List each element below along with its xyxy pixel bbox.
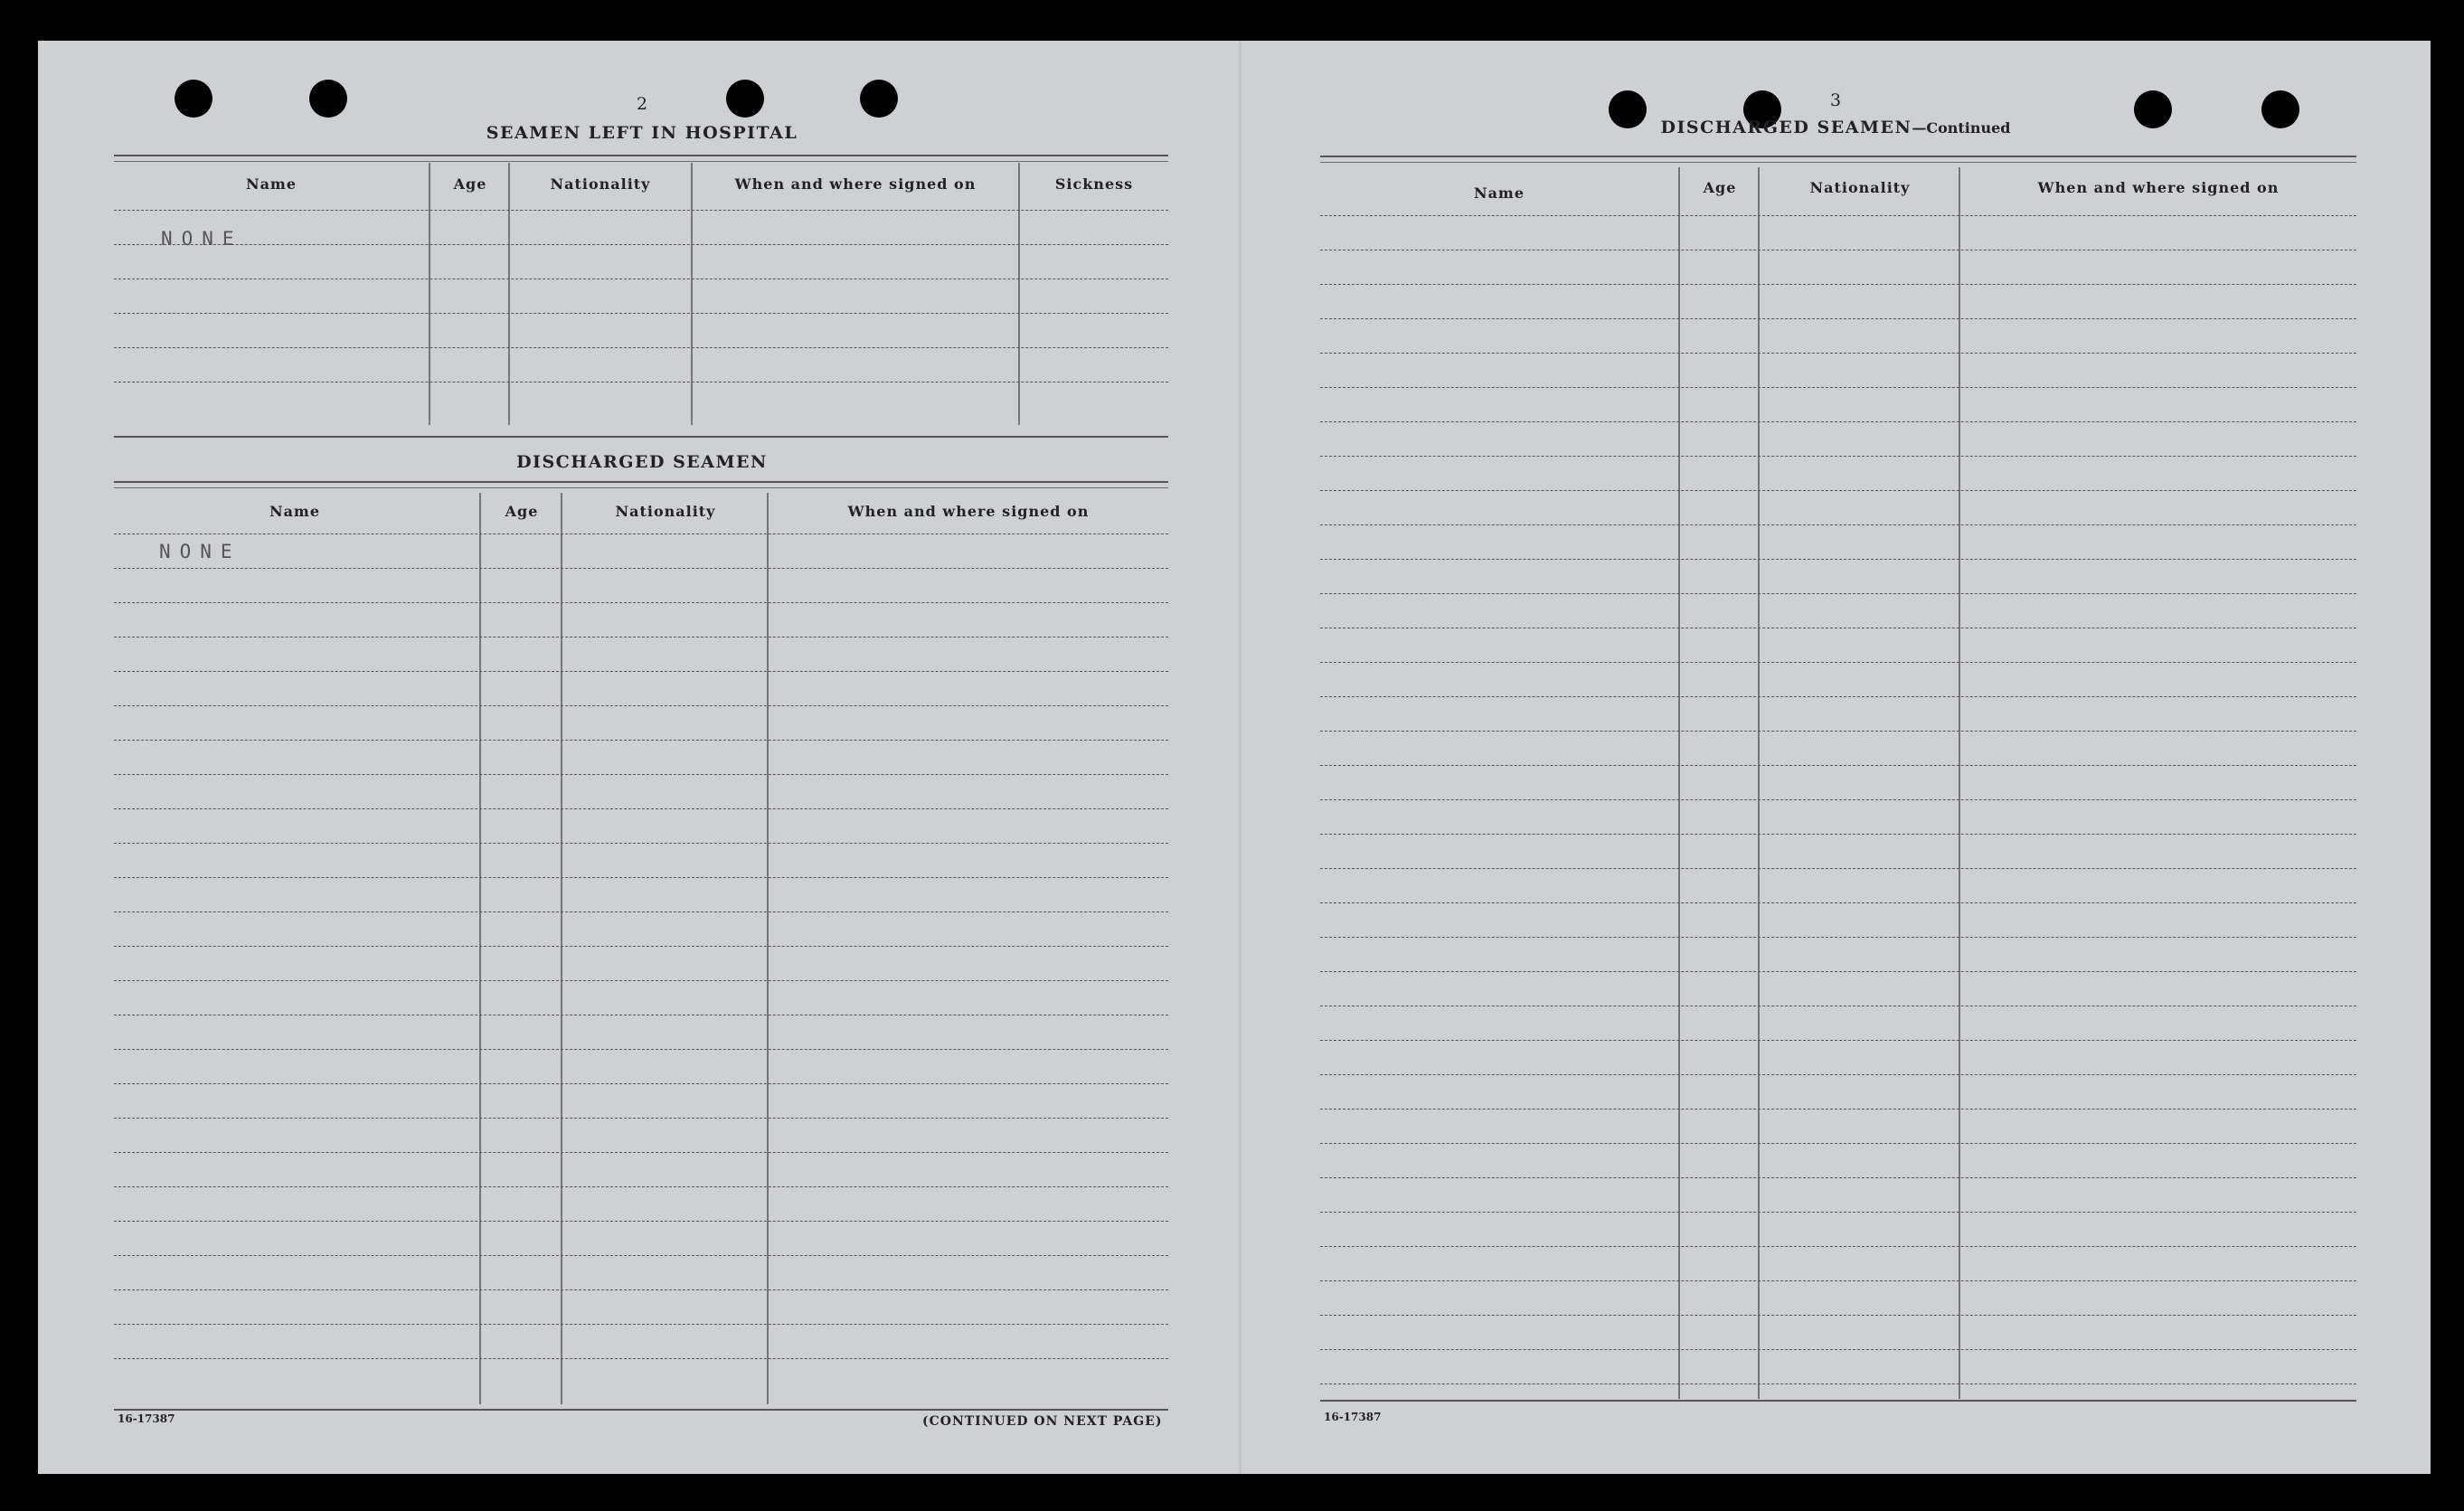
ruled-line <box>1320 524 2356 525</box>
col-head-age: Age <box>505 503 539 520</box>
ruled-line <box>1320 1040 2356 1041</box>
ruled-line <box>114 602 1168 603</box>
ruled-line <box>1320 765 2356 766</box>
col-divider <box>767 493 769 1404</box>
col-head-name: Name <box>1473 184 1525 202</box>
ruled-line <box>114 210 1168 211</box>
hospital-entry: NONE <box>161 228 243 250</box>
form-number-left: 16-17387 <box>118 1412 175 1425</box>
page-number-left: 2 <box>636 94 648 114</box>
col-head-age: Age <box>453 175 487 193</box>
punch-hole <box>2134 90 2172 128</box>
ruled-line <box>1320 834 2356 835</box>
punch-hole <box>726 80 764 118</box>
col-divider <box>479 493 481 1404</box>
ruled-line <box>1320 662 2356 663</box>
ruled-line <box>1320 593 2356 594</box>
col-divider <box>429 163 430 425</box>
ruled-line <box>114 1289 1168 1290</box>
ruled-line <box>1320 731 2356 732</box>
ruled-line <box>114 671 1168 672</box>
ruled-line <box>1320 284 2356 285</box>
ruled-line <box>1320 799 2356 800</box>
col-head-name: Name <box>245 175 297 193</box>
ruled-line <box>114 946 1168 947</box>
ruled-line <box>114 1186 1168 1187</box>
ruled-line <box>1320 353 2356 354</box>
col-head-nationality: Nationality <box>550 175 651 193</box>
form-sheet <box>38 41 2431 1474</box>
rule <box>1320 156 2356 157</box>
ruled-line <box>114 347 1168 348</box>
ruled-line <box>1320 490 2356 491</box>
rule <box>1320 162 2356 163</box>
punch-hole <box>860 80 898 118</box>
discharged-section-title: DISCHARGED SEAMEN <box>516 452 768 472</box>
title-suffix: —Continued <box>1912 119 2011 137</box>
ruled-line <box>114 244 1168 245</box>
ruled-line <box>1320 1109 2356 1110</box>
ruled-line <box>114 843 1168 844</box>
col-divider <box>691 163 693 425</box>
col-divider <box>508 163 510 425</box>
ruled-line <box>1320 559 2356 560</box>
col-divider <box>561 493 562 1404</box>
col-head-name: Name <box>269 503 321 520</box>
rule <box>114 487 1168 488</box>
ruled-line <box>1320 1212 2356 1213</box>
ruled-line <box>114 911 1168 912</box>
col-divider <box>1018 163 1020 425</box>
ruled-line <box>1320 937 2356 938</box>
ruled-line <box>1320 1143 2356 1144</box>
ruled-line <box>114 1221 1168 1222</box>
col-head-sickness: Sickness <box>1054 175 1134 193</box>
ruled-line <box>1320 387 2356 388</box>
rule <box>114 481 1168 483</box>
ruled-line <box>1320 1315 2356 1316</box>
hospital-section-title: SEAMEN LEFT IN HOSPITAL <box>486 123 798 143</box>
discharged-entry: NONE <box>159 541 241 562</box>
ruled-line <box>114 740 1168 741</box>
ruled-line <box>1320 696 2356 697</box>
ruled-line <box>1320 1280 2356 1281</box>
ruled-line <box>1320 318 2356 319</box>
ruled-line <box>114 705 1168 706</box>
ruled-line <box>1320 902 2356 903</box>
title-main: DISCHARGED SEAMEN <box>1660 118 1912 137</box>
rule <box>114 1409 1168 1411</box>
ruled-line <box>1320 1177 2356 1178</box>
ruled-line <box>114 568 1168 569</box>
ruled-line <box>114 808 1168 809</box>
ruled-line <box>114 1049 1168 1050</box>
col-head-age: Age <box>1703 179 1737 196</box>
ruled-line <box>1320 456 2356 457</box>
ruled-line <box>1320 1349 2356 1350</box>
rule <box>1320 1400 2356 1402</box>
continued-note: (CONTINUED ON NEXT PAGE) <box>922 1414 1163 1429</box>
ruled-line <box>1320 868 2356 869</box>
col-head-signed-on: When and where signed on <box>734 175 977 193</box>
punch-hole <box>309 80 347 118</box>
ruled-line <box>114 1358 1168 1359</box>
punch-hole <box>2261 90 2299 128</box>
page-fold <box>1239 41 1241 1474</box>
ruled-line <box>1320 971 2356 972</box>
col-head-nationality: Nationality <box>1809 179 1911 196</box>
rule <box>114 161 1168 162</box>
rule <box>114 436 1168 438</box>
ruled-line <box>114 1083 1168 1084</box>
col-head-nationality: Nationality <box>615 503 716 520</box>
form-number-right: 16-17387 <box>1324 1411 1382 1423</box>
ruled-line <box>114 877 1168 878</box>
ruled-line <box>114 980 1168 981</box>
ruled-line <box>114 1255 1168 1256</box>
ruled-line <box>1320 1246 2356 1247</box>
ruled-line <box>114 1324 1168 1325</box>
ruled-line <box>1320 215 2356 216</box>
col-head-signed-on: When and where signed on <box>847 503 1090 520</box>
punch-hole <box>175 80 212 118</box>
ruled-line <box>114 1152 1168 1153</box>
ruled-line <box>1320 421 2356 422</box>
ruled-line <box>114 774 1168 775</box>
ruled-line <box>1320 1074 2356 1075</box>
ruled-line <box>114 313 1168 314</box>
col-head-signed-on: When and where signed on <box>2037 179 2280 196</box>
ruled-line <box>114 1118 1168 1119</box>
discharged-continued-title <box>1564 118 2107 137</box>
page-number-right: 3 <box>1829 90 1842 110</box>
rule <box>114 155 1168 156</box>
